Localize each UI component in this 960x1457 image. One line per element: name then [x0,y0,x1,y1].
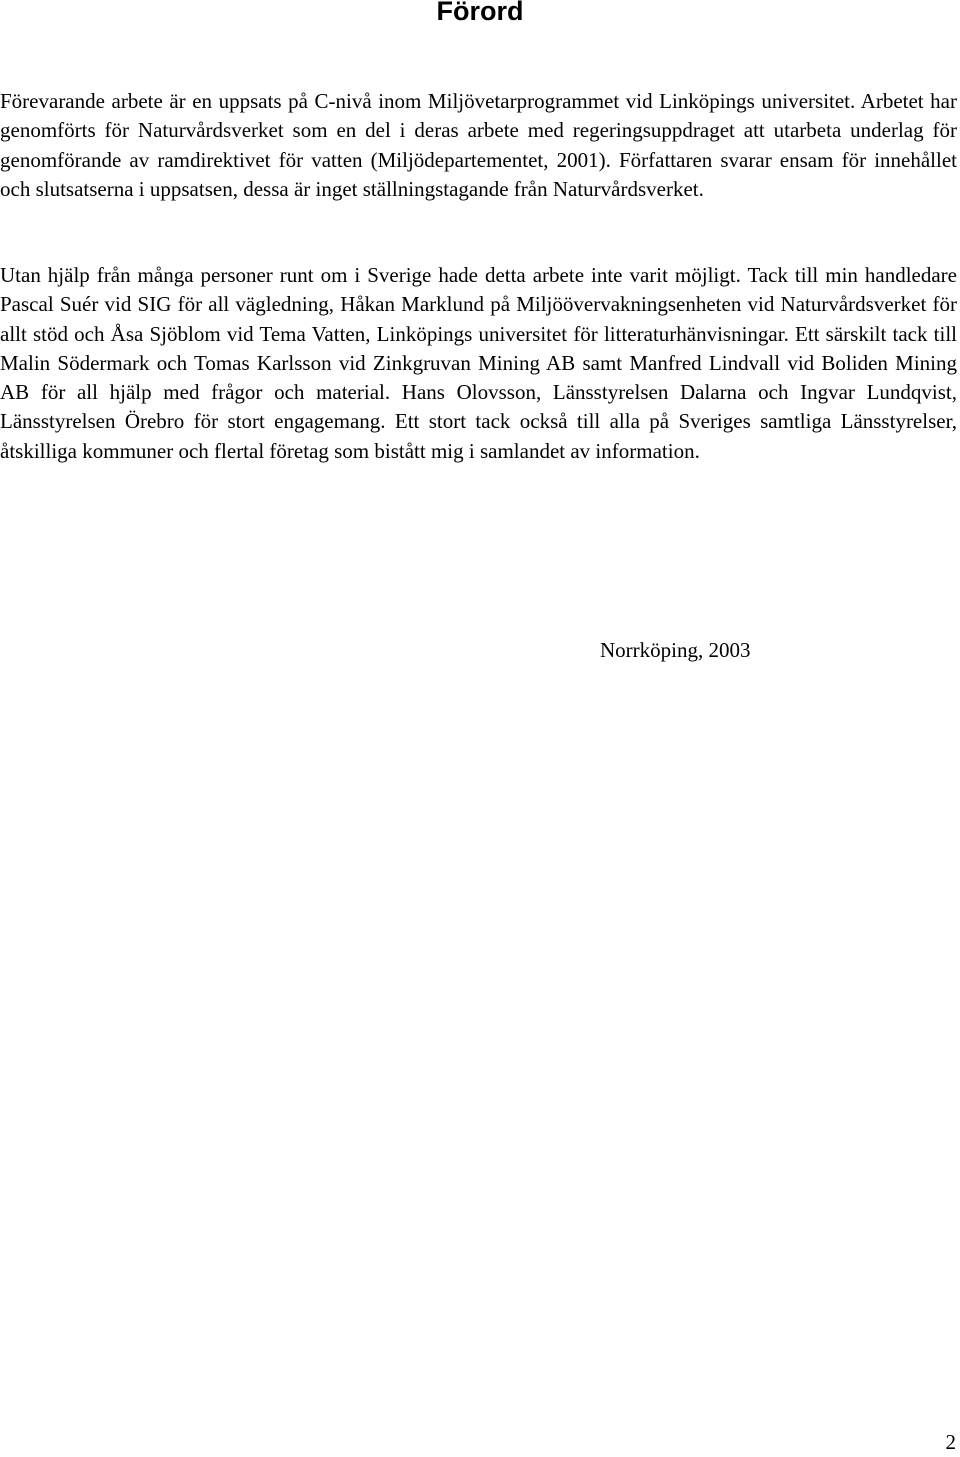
paragraph-intro: Förevarande arbete är en uppsats på C-nivå inom Miljövetarprogrammet vid Linköpings universitet. Arbetet har genomförts för Naturvårdsverket som en del i deras arbete med regeringsuppdraget att utarbeta underlag för genomförande av ramdirektivet för vatten (Miljödepartementet, 2001). Författaren svarar ensam för innehållet och slutsatserna i uppsatsen, dessa är inget ställningstagande från Naturvårdsverket. [0,89,957,201]
paragraph-acknowledgements: Utan hjälp från många personer runt om i Sverige hade detta arbete inte varit möjligt. Tack till min handledare Pascal Suér vid SIG för all vägledning, Håkan Marklund på Miljöövervakningsenheten vid Naturvårdsverket för allt stöd och Åsa Sjöblom vid Tema Vatten, Linköpings universitet för litteraturhänvisningar. Ett särskilt tack till Malin Södermark och Tomas Karlsson vid Zinkgruvan Mining AB samt Manfred Lindvall vid Boliden Mining AB för all hjälp med frågor och material. Hans Olovsson, Länsstyrelsen Dalarna och Ingvar Lundqvist, Länsstyrelsen Örebro för stort engagemang. Ett stort tack också till alla på Sveriges samtliga Länsstyrelser, åtskilliga kommuner och flertal företag som bistått mig i samlandet av information. [0,263,957,463]
page-title: Förord [436,0,524,26]
page-number: 2 [945,1430,956,1454]
place-date: Norrköping, 2003 [600,638,751,662]
